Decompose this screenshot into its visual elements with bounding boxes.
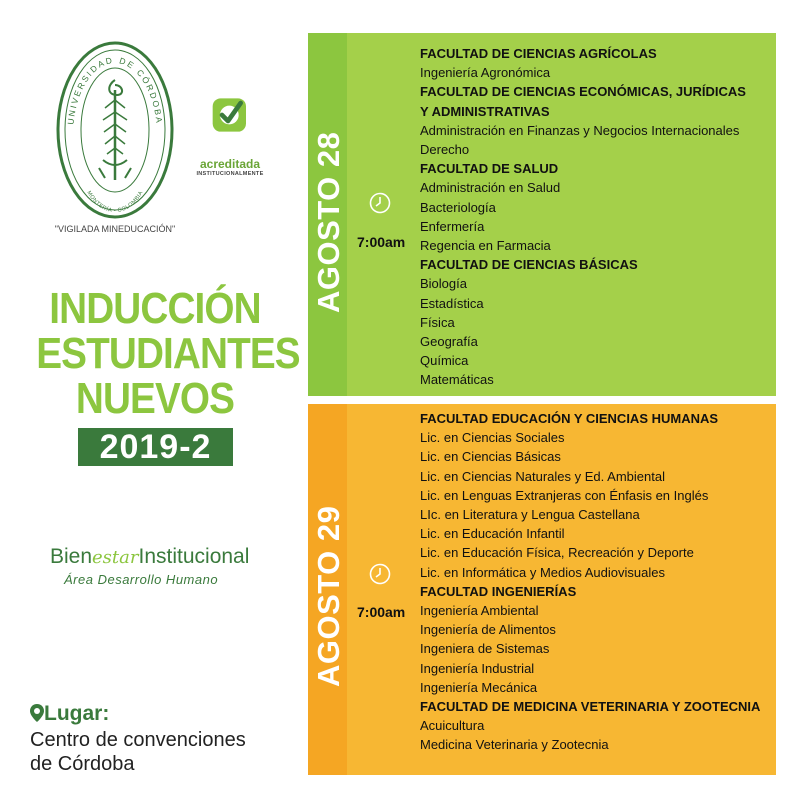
faculty-heading: FACULTAD DE CIENCIAS AGRÍCOLAS bbox=[420, 46, 657, 61]
program-list-day1 bbox=[420, 44, 770, 390]
program-item: Matemáticas bbox=[420, 372, 494, 388]
program-item: Ingeniería Ambiental bbox=[420, 603, 539, 619]
program-item: Medicina Veterinaria y Zootecnia bbox=[420, 737, 609, 753]
program-item: Acuicultura bbox=[420, 718, 485, 734]
program-item: Derecho bbox=[420, 142, 470, 158]
program-item: Lic. en Educación Infantil bbox=[420, 526, 565, 542]
program-item: Lic. en Ciencias Básicas bbox=[420, 449, 561, 465]
program-item: Bacteriología bbox=[420, 199, 496, 215]
period-badge: 2019-2 bbox=[78, 428, 233, 466]
program-item: Administración en Finanzas y Negocios Internacionales bbox=[420, 122, 740, 138]
clock-icon bbox=[369, 192, 391, 214]
faculty-heading: FACULTAD INGENIERÍAS bbox=[420, 583, 577, 599]
accreditation-label: acreditada bbox=[199, 157, 261, 171]
bienestar-part-2: estar bbox=[92, 547, 139, 568]
faculty-heading: FACULTAD DE CIENCIAS ECONÓMICAS, JURÍDICAS bbox=[420, 84, 746, 100]
faculty-heading: FACULTAD DE CIENCIAS BÁSICAS bbox=[420, 257, 638, 273]
program-item: Lic. en Ciencias Naturales y Ed. Ambiental bbox=[420, 468, 665, 484]
clock-icon bbox=[369, 563, 391, 585]
program-item: Biología bbox=[420, 276, 467, 292]
university-seal-logo bbox=[55, 40, 175, 220]
vigilada-caption: "VIGILADA MINEDUCACIÓN" bbox=[54, 224, 176, 234]
accreditation-sub: INSTITUCIONALMENTE bbox=[196, 171, 264, 177]
program-list-day2 bbox=[420, 409, 770, 755]
svg-text:MONTERÍA - COLOMBIA: MONTERÍA - COLOMBIA bbox=[85, 190, 145, 215]
program-item: Enfermería bbox=[420, 218, 485, 234]
program-item: Ingeniería Agronómica bbox=[420, 65, 551, 81]
lugar-label-text: Lugar: bbox=[44, 702, 110, 725]
location-pin-icon bbox=[30, 704, 44, 722]
program-item: Ingeniería de Alimentos bbox=[420, 622, 556, 638]
program-item: Lic. en Educación Física, Recreación y Deporte bbox=[420, 545, 694, 561]
faculty-heading: FACULTAD DE SALUD bbox=[420, 161, 559, 177]
lugar-line-2: de Córdoba bbox=[30, 753, 135, 775]
date-day1: AGOSTO 28 bbox=[311, 131, 346, 313]
program-item: Lic. en Lenguas Extranjeras con Énfasis en Inglés bbox=[420, 487, 709, 503]
bienestar-part-1: Bien bbox=[50, 545, 93, 568]
program-item: Ingeniería Industrial bbox=[420, 660, 535, 676]
svg-text:UNIVERSIDAD DE CÓRDOBA: UNIVERSIDAD DE CÓRDOBA bbox=[65, 54, 165, 126]
program-item: Ingeniería Mecánica bbox=[420, 679, 538, 695]
program-item: Administración en Salud bbox=[420, 180, 561, 196]
program-item: Física bbox=[420, 314, 455, 330]
program-item: Química bbox=[420, 353, 469, 369]
program-item: Estadística bbox=[420, 295, 484, 311]
program-item: LIc. en Literatura y Lengua Castellana bbox=[420, 507, 640, 523]
program-item: Regencia en Farmacia bbox=[420, 238, 551, 254]
bienestar-part-3: Institucional bbox=[138, 545, 250, 568]
title-line-3: NUEVOS bbox=[75, 374, 235, 423]
program-item: Ingeniera de Sistemas bbox=[420, 641, 550, 657]
time-day1: 7:00am bbox=[357, 234, 406, 250]
date-day2: AGOSTO 29 bbox=[311, 505, 346, 687]
bienestar-logo-text bbox=[50, 545, 270, 569]
lugar-value bbox=[30, 728, 280, 776]
accreditation-check-icon bbox=[194, 95, 266, 155]
time-day2: 7:00am bbox=[357, 604, 406, 620]
lugar-line-1: Centro de convenciones bbox=[30, 729, 246, 751]
title-line-1: INDUCCIÓN bbox=[49, 284, 261, 333]
program-item: Lic. en Ciencias Sociales bbox=[420, 430, 565, 446]
faculty-heading: Y ADMINISTRATIVAS bbox=[420, 103, 550, 119]
bienestar-area: Área Desarrollo Humano bbox=[64, 572, 219, 587]
faculty-heading: FACULTAD DE MEDICINA VETERINARIA Y ZOOTECNIA bbox=[420, 699, 761, 715]
lugar-label bbox=[30, 702, 109, 726]
title-line-2: ESTUDIANTES bbox=[36, 329, 300, 378]
program-item: Lic. en Informática y Medios Audiovisuales bbox=[420, 564, 665, 580]
program-item: Geografía bbox=[420, 334, 478, 350]
faculty-heading: FACULTAD EDUCACIÓN Y CIENCIAS HUMANAS bbox=[420, 411, 719, 426]
